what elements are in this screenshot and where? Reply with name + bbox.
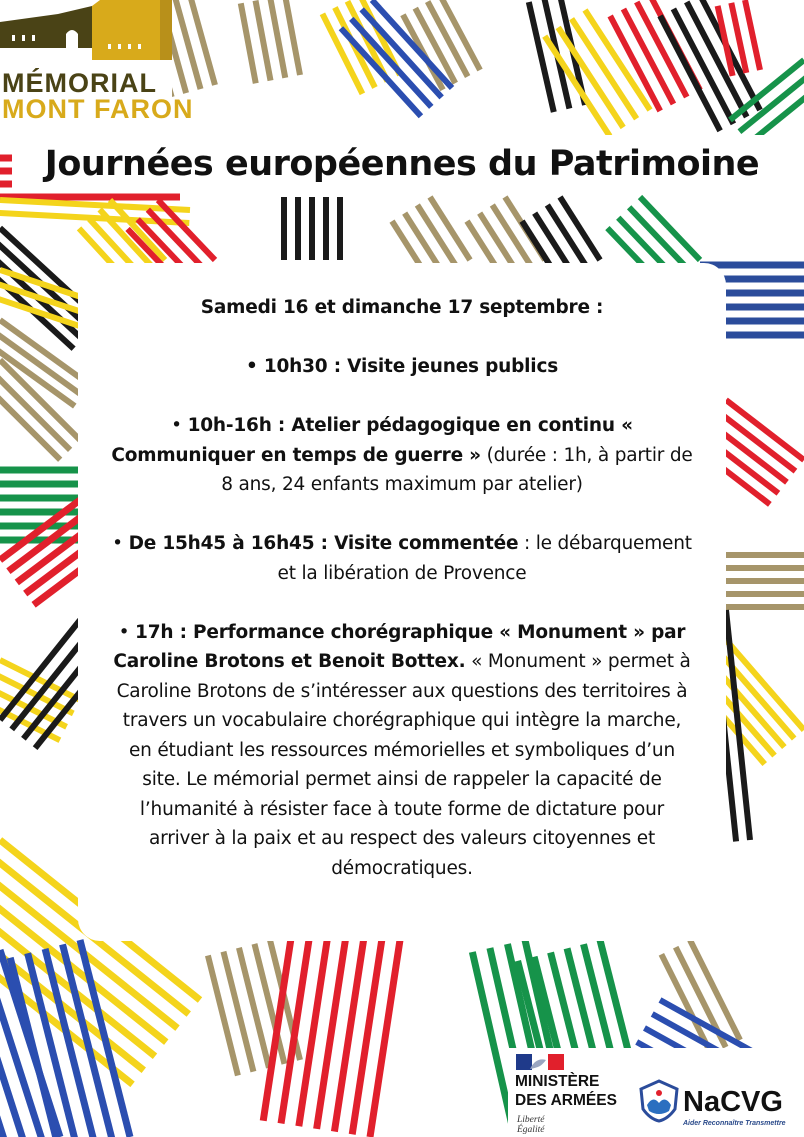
decorative-stripe <box>241 3 256 83</box>
item-text: « Monument » permet à Caroline Brotons de s’intéresser aux questions des territoires à travers un vocabulaire chorégraphique qui intègre la marche, en étudiant les ressources mémorielles et symboliques d’un site. Le mémorial permet ainsi de rappeler la capacité de l’humanité à résister face à toute forme de dictature pour arriver à la paix et au respect des valeurs citoyennes et démocratiques. <box>116 651 691 879</box>
ministere-line-2: DES ARMÉES <box>515 1092 617 1109</box>
decorative-stripe <box>560 197 600 260</box>
memorial-logo <box>0 0 194 128</box>
decorative-stripe <box>660 16 720 131</box>
republic-motto <box>517 1115 544 1135</box>
decorative-stripe <box>492 205 532 268</box>
program-item-performance <box>110 618 694 884</box>
item-heading: 17h : Performance chorégraphique « Monument » par Caroline Brotons et Benoit Bottex. <box>113 621 686 672</box>
nacvg-shield-icon <box>638 1079 680 1123</box>
decorative-stripe <box>558 27 623 127</box>
program-item-guided-tour <box>110 529 694 588</box>
marianne-icon <box>516 1054 564 1070</box>
decorative-stripe <box>0 966 9 1137</box>
decorative-stripe <box>223 952 253 1072</box>
item-text: (durée : 1h, à partir de 8 ans, 24 enfants maximum par atelier) <box>221 444 693 495</box>
decorative-stripe <box>430 197 470 260</box>
ministere-line-1: MINISTÈRE <box>515 1073 600 1090</box>
item-text: : le débarquement et la libération de Provence <box>277 533 692 584</box>
title-band <box>12 135 792 193</box>
program-item-workshop <box>110 411 694 500</box>
ministere-logo-text <box>515 1072 617 1110</box>
item-heading: 10h-16h : Atelier pédagogique en continu « Communiquer en temps de guerre » <box>111 415 633 466</box>
decorative-stripe <box>572 19 637 119</box>
item-heading: De 15h45 à 16h45 : Visite commentée <box>128 533 519 554</box>
decorative-stripe <box>547 205 587 268</box>
bullet: • <box>112 533 129 554</box>
bullet: • <box>171 415 188 436</box>
decorative-stripe <box>545 36 610 136</box>
decorative-stripe <box>745 0 760 70</box>
logo-line-1: MÉMORIAL <box>2 68 157 98</box>
decorative-stripe <box>285 0 300 75</box>
motto-liberte: Liberté <box>517 1115 545 1125</box>
program-dates: Samedi 16 et dimanche 17 septembre : <box>200 297 604 318</box>
decorative-stripe <box>270 0 285 78</box>
program-item-young-public: • 10h30 : Visite jeunes publics <box>245 356 559 377</box>
fortress-icon <box>0 0 172 70</box>
page-title: Journées européennes du Patrimoine <box>44 144 760 184</box>
decorative-stripe <box>208 956 238 1076</box>
motto-egalite: Égalité <box>517 1125 545 1135</box>
decorative-stripe <box>256 1 271 81</box>
decorative-stripe <box>417 205 457 268</box>
decorative-stripe <box>239 948 269 1068</box>
nacvg-tagline: Aider Reconnaître Transmettre <box>683 1120 786 1127</box>
program-content <box>110 293 694 883</box>
bullet: • <box>118 621 136 643</box>
nacvg-name: NaCVG <box>683 1086 783 1118</box>
logo-line-2: MONT FARON <box>2 94 194 124</box>
